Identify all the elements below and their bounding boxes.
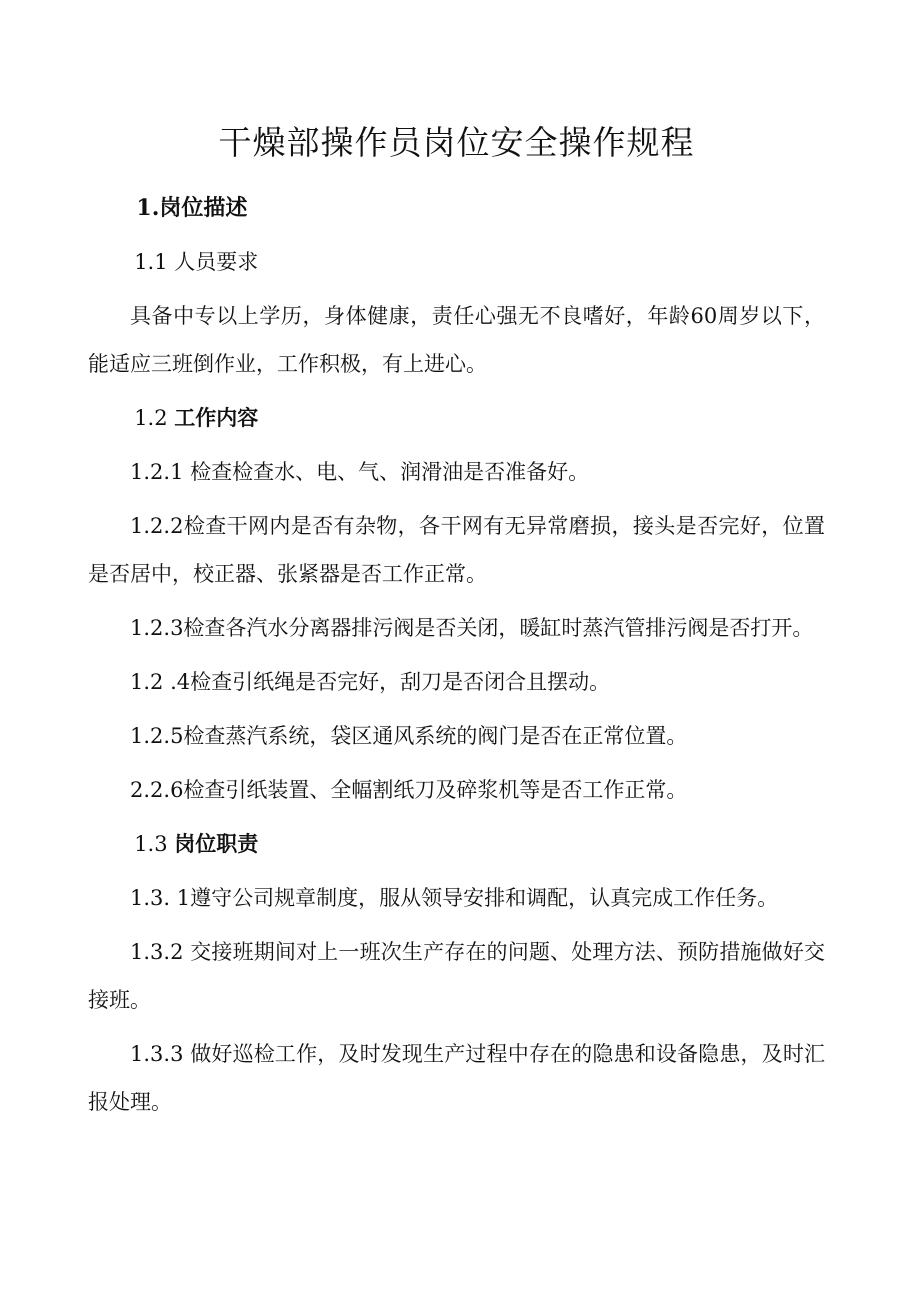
section-1-heading: 1.岗位描述 (136, 195, 248, 222)
section-1-1-paragraph: 具备中专以上学历，身体健康，责任心强无不良嗜好，年龄60周岁以下，能适应三班倒作业，工作积极，有上进心。 (88, 304, 825, 377)
section-1-3-number: 1.3 (134, 832, 175, 857)
item-1-2-1: 1.2.1 检查检查水、电、气、润滑油是否准备好。 (130, 460, 590, 485)
item-1-3-3: 1.3.3 做好巡检工作，及时发现生产过程中存在的隐患和设备隐患，及时汇报处理。 (88, 1042, 825, 1115)
item-1-2-2: 1.2.2检查干网内是否有杂物，各干网有无异常磨损，接头是否完好，位置是否居中，校正器、张紧器是否工作正常。 (88, 514, 825, 587)
section-1-2-number: 1.2 (134, 406, 175, 431)
section-1-1-heading: 1.1 人员要求 (134, 250, 259, 275)
item-1-2-3: 1.2.3检查各汽水分离器排污阀是否关闭，暖缸时蒸汽管排污阀是否打开。 (130, 616, 814, 641)
item-1-2-4: 1.2 .4检查引纸绳是否完好，刮刀是否闭合且摆动。 (130, 670, 611, 695)
section-1-2-heading (88, 394, 825, 442)
item-1-2-5: 1.2.5检查蒸汽系统，袋区通风系统的阀门是否在正常位置。 (130, 724, 688, 749)
item-1-3-2: 1.3.2 交接班期间对上一班次生产存在的问题、处理方法、预防措施做好交接班。 (88, 940, 825, 1013)
item-2-2-6: 2.2.6检查引纸装置、全幅割纸刀及碎浆机等是否工作正常。 (130, 778, 688, 803)
section-1-2-label: 工作内容 (174, 405, 259, 431)
section-1-3-label: 岗位职责 (174, 831, 259, 857)
section-1-3-heading (88, 820, 825, 868)
item-1-3-1: 1.3. 1遵守公司规章制度，服从领导安排和调配，认真完成工作任务。 (130, 886, 779, 911)
document-title: 干燥部操作员岗位安全操作规程 (218, 123, 695, 162)
